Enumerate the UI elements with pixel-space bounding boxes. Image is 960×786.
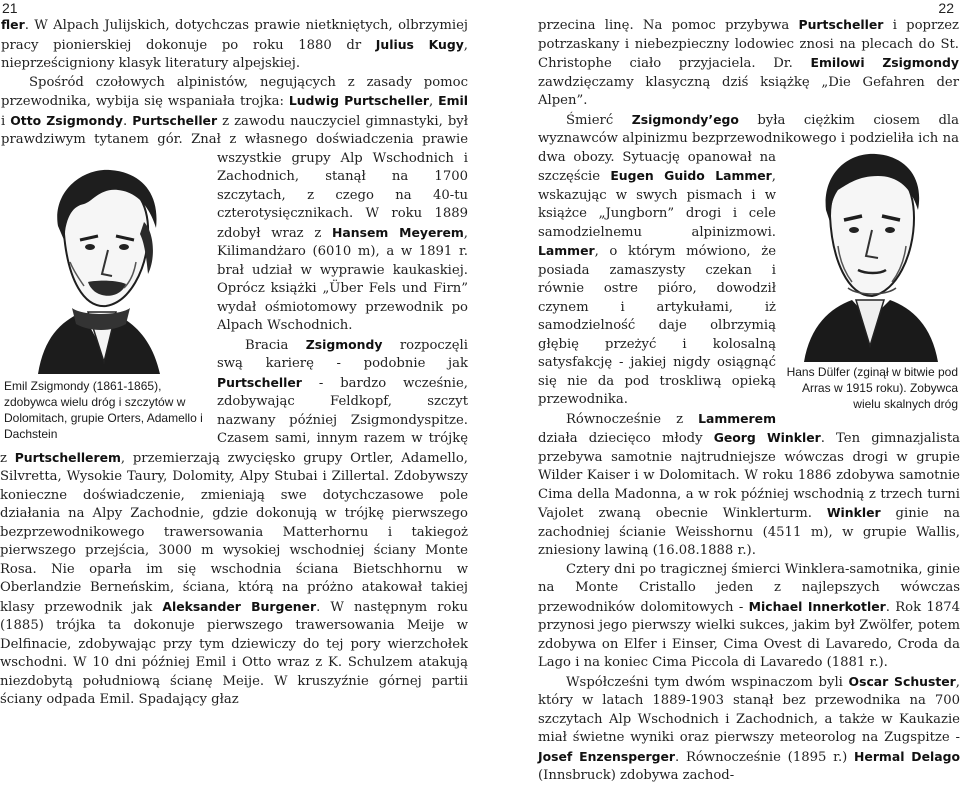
paragraph-2: Śmierć Zsigmondy’ego była ciężkim ciosem dla wyznawców alpinizmu bezprzewodnikowego i podzieliła ich na dwa obozy. Sytuację opanował na szczęście Eugen Guido Lammer, wskazując w swych pismach i w książce „Jungborn” drogi i cele samodzielnemu alpinizmowi. Lammer, o którym mówiono, że posiada zamaszysty czekan i równie ostre pióro, dowodził czynem i artykułami, iż samodzielność daje olbrzymią głębię przeżyć i kolosalną satysfakcję - jakiej nigdy osiągnąć się nie da pod troskliwą opieką przewodnika.	[538, 111, 959, 407]
paragraph-1: fler. W Alpach Julijskich, dotychczas prawie nietkniętych, olbrzymiej pracy pionierskiej dokonuje po roku 1880 dr Julius Kugy, nieprześcigniony klasyk literatury alpejskiej.	[1, 17, 468, 71]
page-number-right: 22	[938, 0, 954, 16]
paragraph-4: Cztery dni po tragicznej śmierci Winklera-samotnika, ginie na Monte Cristallo jeden z najlepszych wówczas przewodników dolomitowych - Michael Innerkotler. Rok 1874 przynosi jego pierwszy wielki sukces, jakim był Zwölfer, potem zdobywa on Elfer i Einser, Cima Ovest di Lavaredo, Croda da Lago i na koniec Cima Piccola di Lavaredo (1881 r.).	[538, 561, 960, 670]
caption-right: Hans Dülfer (zginął w bitwie pod Arras w 1915 roku). Zobywca wielu skalnych dróg	[786, 365, 958, 411]
left-text-body	[0, 16, 468, 710]
paragraph-2: Spośród czołowych alpinistów, negujących z zasady pomoc przewodnika, wybija się wspaniała trojka: Ludwig Purtscheller, Emil i Otto Zsigmondy. Purtscheller z zawodu nauczyciel gimnastyki, był prawdziwym tytanem gór. Znał z własnego doświadczenia prawie wszystkie grupy Alp Wschodnich i Zachodnich, stanął na 1700 szczytach, z czego na 40-tu czterotysięcznikach. W roku 1889 zdobył wraz z Hansem Meyerem, Kilimandżaro (6010 m), a w 1891 r. brał udział w wyprawie kaukaskiej. Oprócz książki „Über Fels und Firn” wydał ośmiotomowy przewodnik po Alpach Wschodnich.	[1, 74, 468, 333]
paragraph-1: przecina linę. Na pomoc przybywa Purtscheller i poprzez potrzaskany i niebezpieczny lodowiec znosi na plecach do St. Christophe ciało przyjaciela. Dr. Emilowi Zsigmondy zawdzięczamy klasyczną dziś książkę „Die Gefahren der Alpen”.	[538, 17, 960, 108]
right-page	[486, 0, 960, 783]
left-page	[0, 0, 472, 707]
paragraph-5: Współcześni tym dwóm wspinaczom byli Oscar Schuster, który w latach 1889-1903 stanął bez przewodnika na 700 szczytach Alp Wschodnich i Zachodnich, a także w Kaukazie miał świetne wyniki oraz pierwszy meteorolog na Zugspitze - Josef Enzensperger. Równocześnie (1895 r.) Hermal Delago (Innsbruck) zdobywa zachod-	[538, 673, 960, 783]
page-number-left: 21	[2, 0, 18, 16]
paragraph-3: Równocześnie z Lammerem działa dziecięco młody Georg Winkler. Ten gimnazjalista przebywa samotnie najtrudniejsze wówczas drogi w grupie Wilder Kaiser i w Dolomitach. W roku 1886 zdobywa samotnie Cima della Madonna, a w rok później wschodnią z trzech turni Vajolet zwaną obecnie Winklerturm. Winkler ginie na zachodniej ścianie Weisshornu (4511 m), w grupie Wallis, zniesiony lawiną (16.08.1888 r.).	[538, 410, 960, 558]
paragraph-3: Bracia Zsigmondy rozpoczęli swą karierę - podobnie jak Purtscheller - bardzo wcześnie, zdobywając Feldkopf, szczyt nazwany później Zsigmondyspitze. Czasem sami, innym razem w trójkę z Purtschellerem, przemierzają zwycięsko grupy Ortler, Adamello, Silvretta, Wysokie Taury, Dolomity, Alpy Stubai i Zillertal. Zdobywszy konieczne doświadczenie, zmieniają swe dotychczasowe pole działania na Alpy Zachodnie, gdzie dokonują w trójkę pierwszego bezprzewodnikowego trawersowania Matterhornu i takiegoż pierwszego przejścia, 3000 m wysokiej wschodniej ściany Monte Rosa. Nie oparła im się wschodnia ściana Bietschhornu w Oberlandzie Berneńskim, ściana, którą na próżno atakował takiej klasy przewodnik jak Aleksander Burgener. W następnym roku (1885) trójka ta dokonuje pierwszego trawersowania Meije w Delfinacie, zdobywając przy tym dziewiczy do tej pory wierzchołek wschodni. W 10 dni później Emil i Otto wraz z K. Schulzem atakują niezdobytą południową ścianę Meije. W kruszyźnie górnej partii ściany odpada Emil. Spadający głaz	[0, 336, 468, 707]
caption-left: Emil Zsigmondy (1861-1865), zdobywca wielu dróg i szczytów w Dolomitach, grupie Orters, Adamello i Dachstein	[4, 379, 203, 441]
